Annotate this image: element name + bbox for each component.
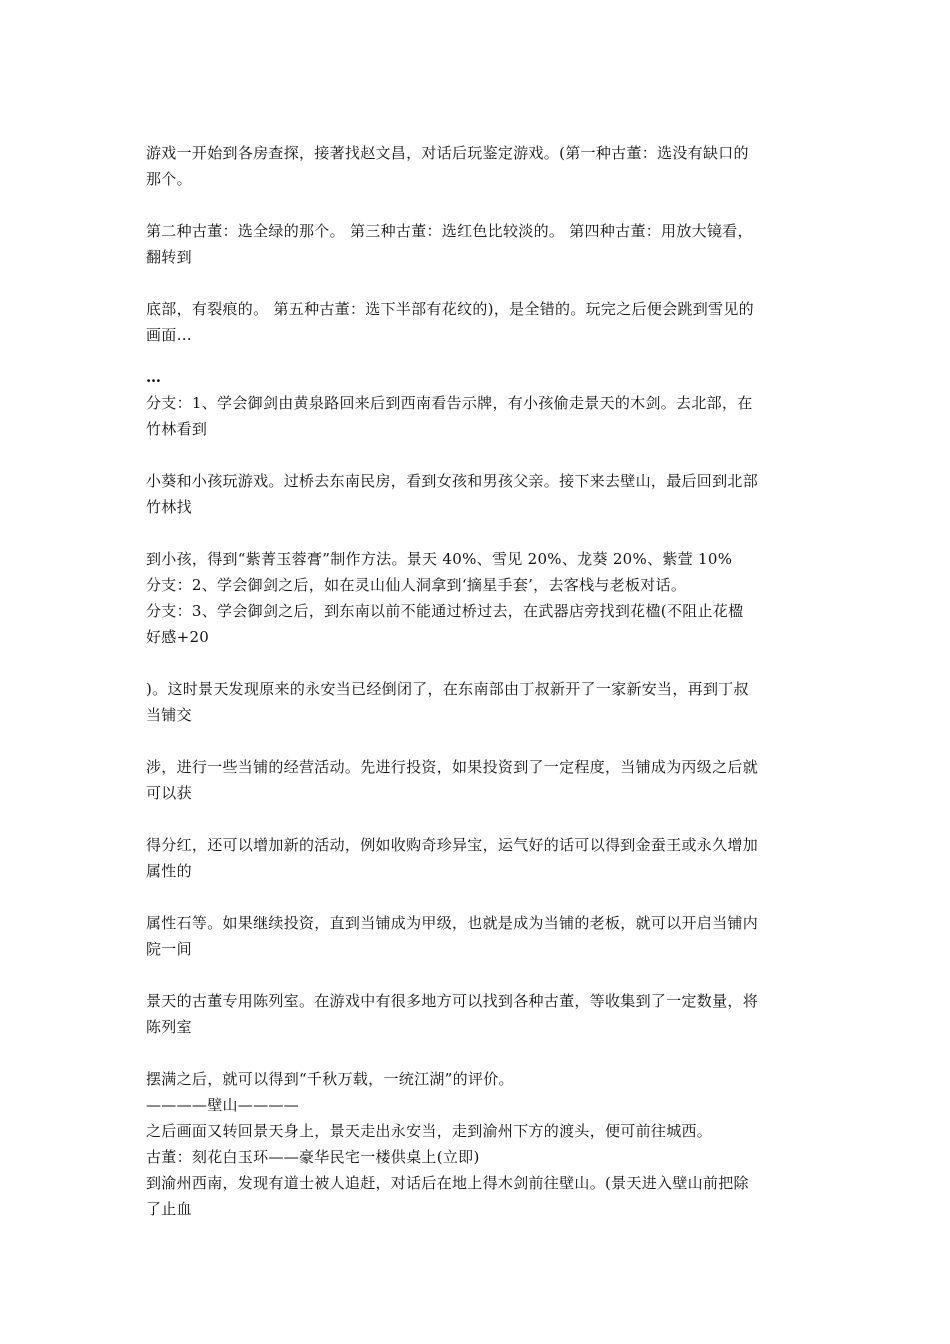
text-line: 了止血 <box>146 1200 192 1218</box>
text-line: 翻转到 <box>146 248 192 266</box>
text-line: 小葵和小孩玩游戏。过桥去东南民房，看到女孩和男孩父亲。接下来去壁山，最后回到北部 <box>146 472 759 490</box>
text-line: 画面… <box>146 326 192 344</box>
text-line: 竹林看到 <box>146 420 208 438</box>
text-line: 好感+20 <box>146 628 210 646</box>
text-line: 摆满之后，就可以得到“千秋万载，一统江湖”的评价。 <box>146 1070 514 1088</box>
text-line: 得分红，还可以增加新的活动，例如收购奇珍异宝，运气好的话可以得到金蚕王或永久增加 <box>146 836 759 854</box>
text-line: 竹林找 <box>146 498 192 516</box>
text-line: 古董：刻花白玉环——豪华民宅一楼供桌上(立即) <box>146 1148 480 1166</box>
text-line: 分支：3、学会御剑之后，到东南以前不能通过桥过去，在武器店旁找到花楹(不阻止花楹 <box>146 602 744 620</box>
text-line: )。这时景天发现原来的永安当已经倒闭了，在东南部由丁叔新开了一家新安当，再到丁叔 <box>146 680 749 698</box>
text-line: 到渝州西南，发现有道士被人追赶，对话后在地上得木剑前往壁山。(景天进入壁山前把除 <box>146 1174 749 1192</box>
text-line: 景天的古董专用陈列室。在游戏中有很多地方可以找到各种古董，等收集到了一定数量，将 <box>146 992 759 1010</box>
text-line: 属性石等。如果继续投资，直到当铺成为甲级，也就是成为当铺的老板，就可以开启当铺内 <box>146 914 759 932</box>
section-heading: ————壁山———— <box>146 1096 300 1114</box>
text-line: 陈列室 <box>146 1018 192 1036</box>
text-line: 可以获 <box>146 784 192 802</box>
text-line: 院一间 <box>146 940 192 958</box>
text-line: 那个。 <box>146 170 192 188</box>
text-line: 游戏一开始到各房查探，接著找赵文昌，对话后玩鉴定游戏。(第一种古董：选没有缺口的 <box>146 144 749 162</box>
text-line: 分支：2、学会御剑之后，如在灵山仙人洞拿到‘摘星手套’，去客栈与老板对话。 <box>146 576 687 594</box>
text-line: 属性的 <box>146 862 192 880</box>
text-line: 之后画面又转回景天身上，景天走出永安当，走到渝州下方的渡头，便可前往城西。 <box>146 1122 713 1140</box>
text-line: 当铺交 <box>146 706 192 724</box>
text-line: 分支：1、学会御剑由黄泉路回来后到西南看告示牌，有小孩偷走景天的木剑。去北部，在 <box>146 394 753 412</box>
text-line: 涉，进行一些当铺的经营活动。先进行投资，如果投资到了一定程度，当铺成为丙级之后就 <box>146 758 759 776</box>
text-line: … <box>146 368 162 386</box>
text-line: 到小孩，得到“紫菁玉蓉膏”制作方法。景天 40%、雪见 20%、龙葵 20%、紫萱 10% <box>146 550 733 568</box>
text-line: 底部，有裂痕的。 第五种古董：选下半部有花纹的)，是全错的。玩完之后便会跳到雪见的 <box>146 300 754 318</box>
text-line: 第二种古董：选全绿的那个。 第三种古董：选红色比较淡的。 第四种古董：用放大镜看， <box>146 222 753 240</box>
